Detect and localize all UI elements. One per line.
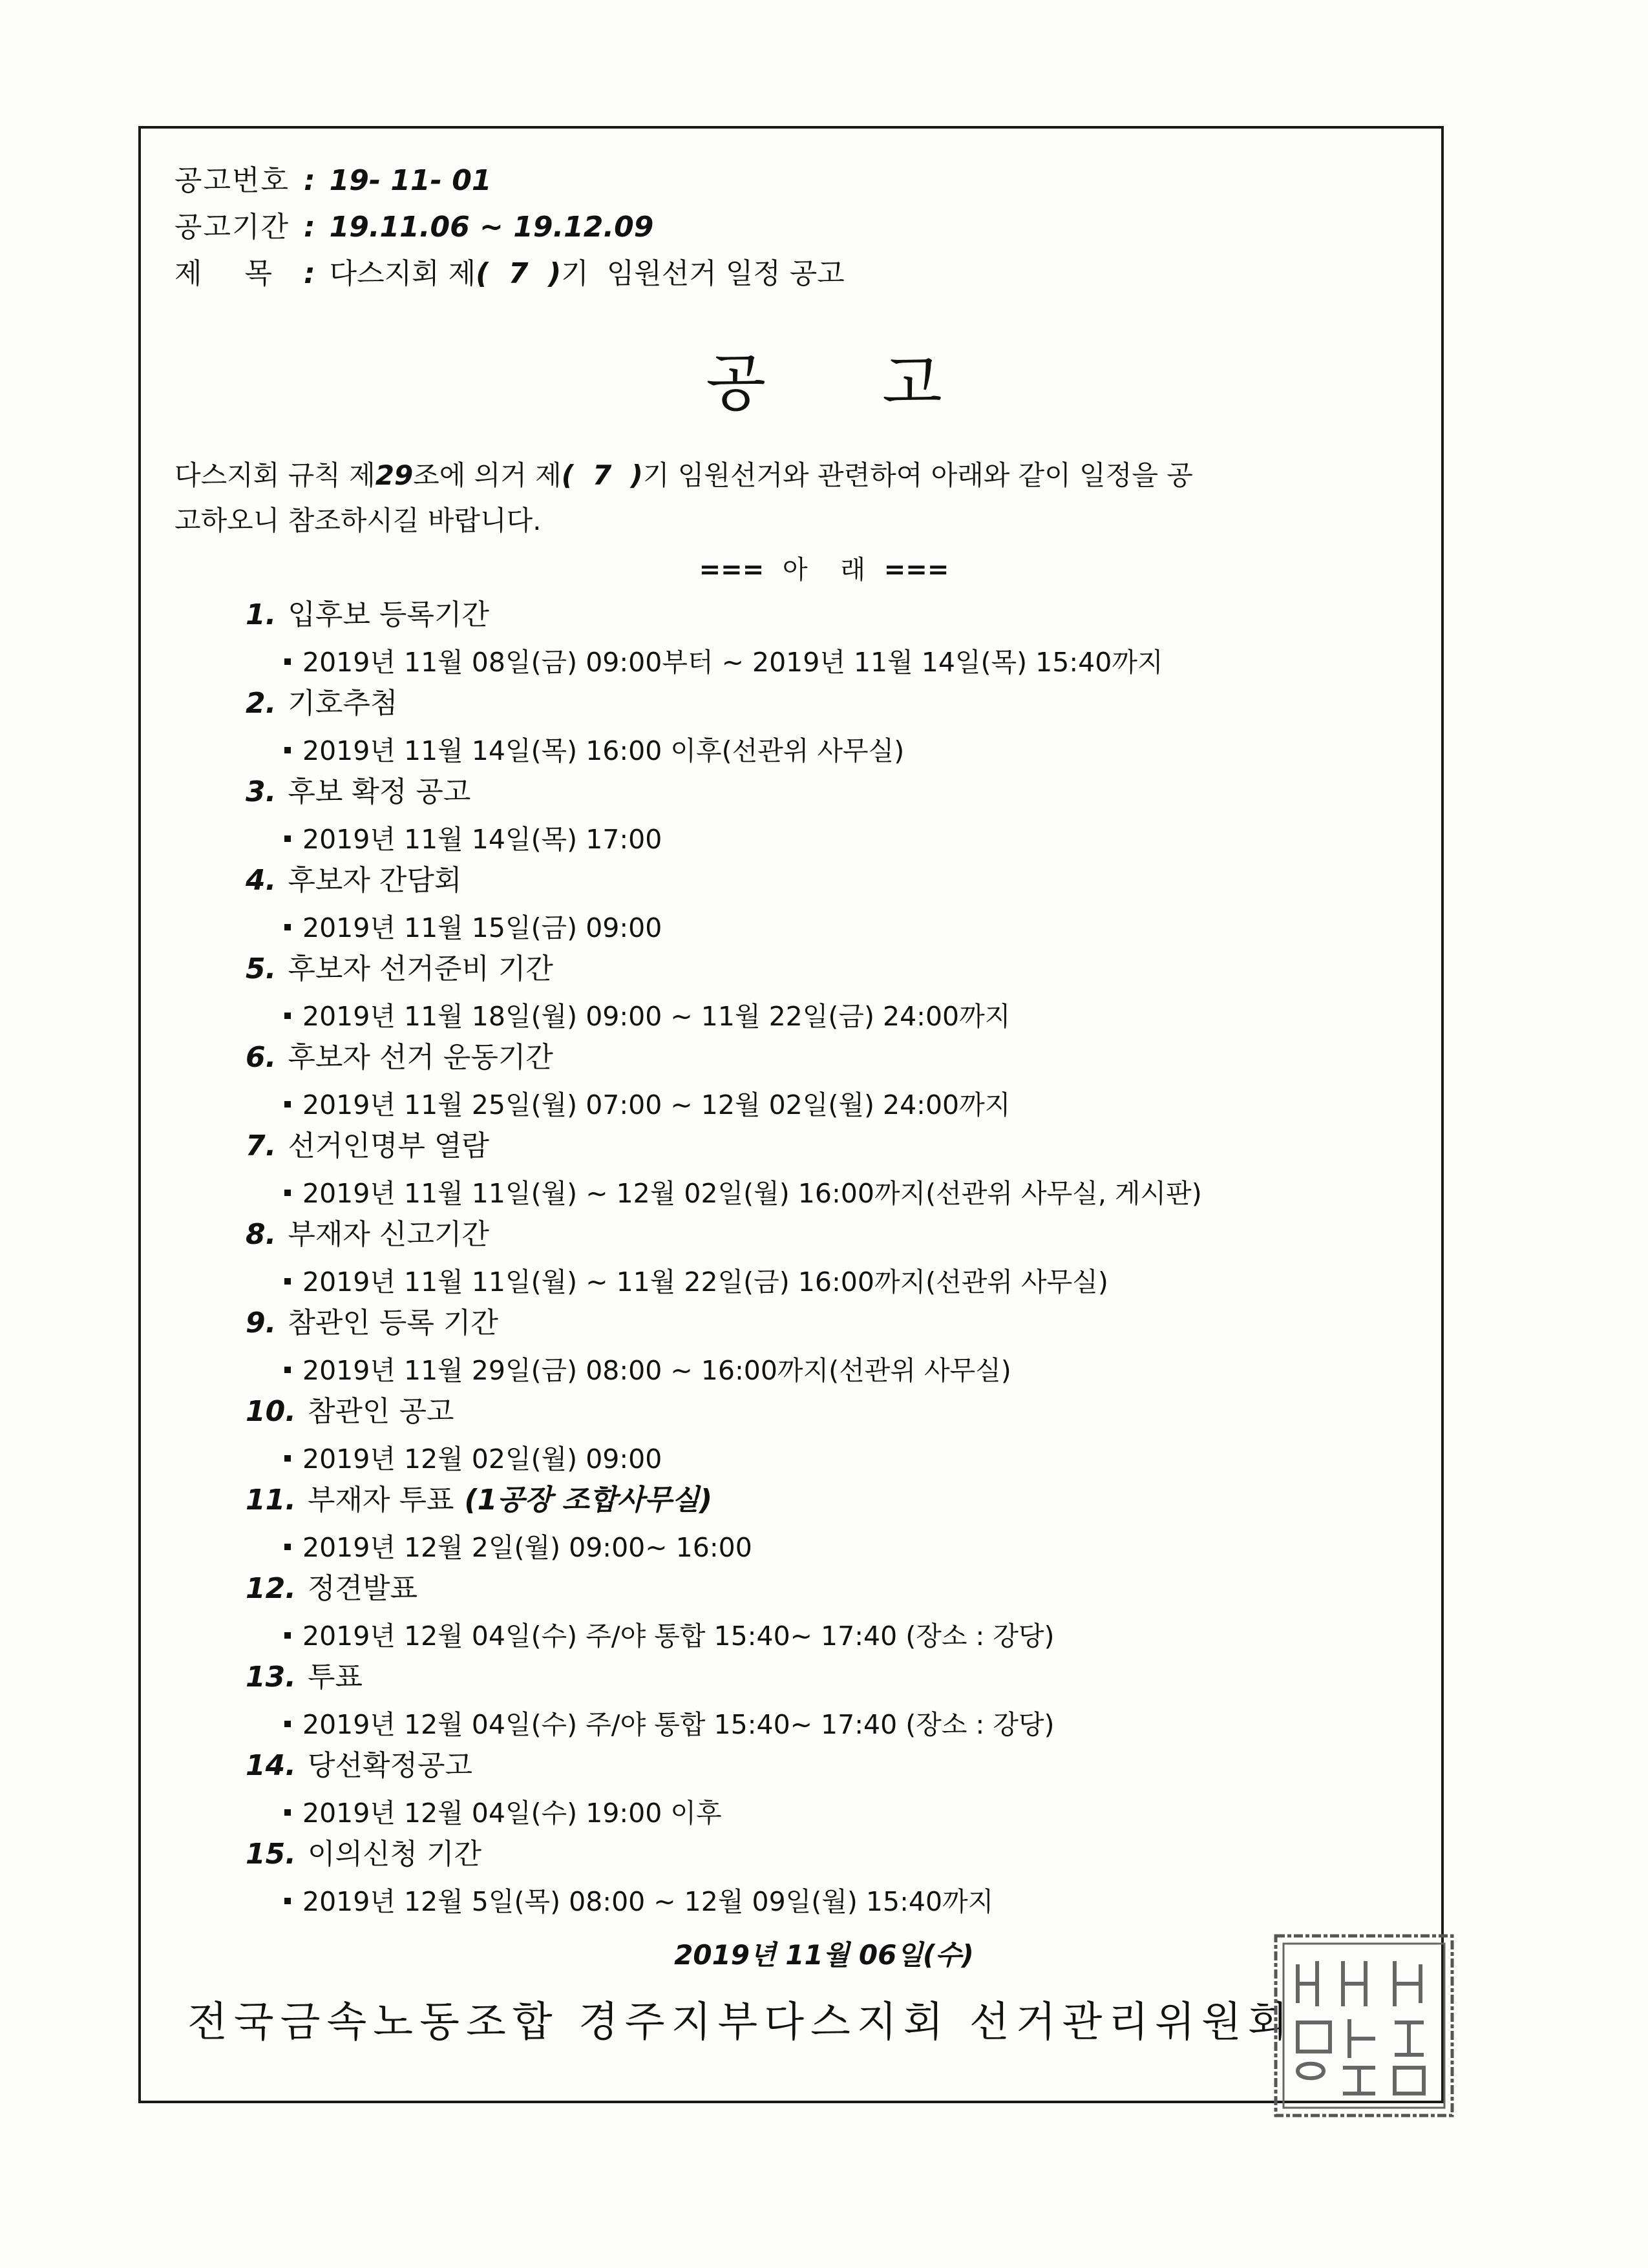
schedule-item-detail	[284, 1003, 1010, 1030]
notice-period-label: 공고기간	[174, 211, 290, 244]
schedule-item-title: 후보자 선거 운동기간	[288, 1041, 553, 1074]
notice-number-value: 19- 11- 01	[329, 164, 492, 197]
bullet-icon	[284, 1101, 291, 1108]
schedule-item-heading	[246, 1309, 498, 1338]
bullet-icon	[284, 747, 291, 753]
schedule-item-title: 정견발표	[307, 1572, 417, 1605]
schedule-item-datetime: 2019년 12월 02일(월) 09:00	[302, 1444, 662, 1475]
schedule-item-datetime: 2019년 11월 18일(월) 09:00 ~ 11월 22일(금) 24:00까지	[302, 1001, 1011, 1032]
bullet-icon	[284, 1190, 291, 1196]
schedule-item-datetime: 2019년 11월 29일(금) 08:00 ~ 16:00까지(선관위 사무실)	[302, 1355, 1011, 1386]
issue-date: 2019년 11월 06일(수)	[674, 1939, 974, 1971]
official-seal	[1272, 1932, 1456, 2119]
schedule-item-heading	[246, 598, 489, 631]
schedule-item-heading	[246, 1486, 712, 1515]
bullet-icon	[284, 1367, 291, 1373]
schedule-item-detail	[284, 1532, 752, 1563]
schedule-item-title: 부재자 신고기간	[288, 1218, 489, 1251]
schedule-item-datetime: 2019년 12월 04일(수) 주/야 통합 15:40~ 17:40 (장소 : 강당)	[302, 1709, 1055, 1740]
schedule-item-detail	[284, 1355, 1011, 1386]
subject-line	[174, 257, 845, 290]
subject-term: ( 7 )	[476, 257, 562, 290]
schedule-item-datetime: 2019년 12월 2일(월) 09:00~ 16:00	[302, 1532, 752, 1563]
intro-text-b: 조에 의거 제	[413, 459, 562, 491]
schedule-item-datetime: 2019년 12월 5일(목) 08:00 ~ 12월 09일(월) 15:40까지	[302, 1886, 994, 1917]
page-title: 공고	[706, 347, 1059, 419]
schedule-item-number: 1.	[246, 598, 277, 631]
intro-term: ( 7 )	[561, 459, 643, 491]
notice-period-line	[174, 213, 653, 242]
schedule-item-title: 참관인 공고	[307, 1395, 454, 1428]
schedule-item-heading	[246, 1218, 489, 1251]
schedule-item-title: 후보자 간담회	[288, 864, 462, 897]
schedule-item-number: 14.	[246, 1749, 296, 1782]
schedule-item-heading	[246, 1395, 454, 1428]
bullet-icon	[284, 658, 291, 665]
schedule-item-heading	[246, 775, 471, 808]
bullet-icon	[284, 835, 291, 842]
bullet-icon	[284, 924, 291, 930]
schedule-item-number: 2.	[246, 687, 277, 720]
schedule-item-detail	[284, 912, 662, 943]
bullet-icon	[284, 1898, 291, 1904]
subject-suffix: 기 임원선거 일정 공고	[561, 257, 845, 290]
intro-line-2	[174, 507, 1422, 534]
schedule-item-heading	[246, 1041, 553, 1074]
schedule-item-heading	[246, 866, 461, 895]
schedule-item-heading	[246, 1840, 481, 1869]
schedule-item-heading	[246, 1129, 489, 1162]
intro-text-line2: 고하오니 참조하시길 바랍니다.	[174, 505, 542, 536]
schedule-item-datetime: 2019년 11월 08일(금) 09:00부터 ~ 2019년 11월 14일(목) 15:40까지	[302, 647, 1163, 678]
schedule-item-number: 12.	[246, 1572, 296, 1605]
intro-text-c: 기 임원선거와 관련하여 아래와 같이 일정을 공	[642, 459, 1193, 491]
schedule-item-number: 5.	[246, 952, 277, 985]
schedule-item-title: 부재자 투표	[307, 1484, 454, 1517]
below-right-marker: ===	[883, 555, 949, 585]
schedule-item-detail	[284, 826, 662, 853]
schedule-item-heading	[246, 1572, 417, 1605]
schedule-item-datetime: 2019년 12월 04일(수) 19:00 이후	[302, 1798, 722, 1829]
colon: :	[304, 164, 315, 197]
schedule-item-title: 당선확정공고	[307, 1749, 472, 1782]
schedule-item-number: 4.	[246, 864, 277, 897]
schedule-item-detail	[284, 1800, 722, 1827]
schedule-item-detail	[284, 1178, 1202, 1209]
bullet-icon	[284, 1809, 291, 1816]
schedule-item-number: 6.	[246, 1041, 277, 1074]
schedule-item-detail	[284, 649, 1163, 676]
schedule-item-heading	[246, 689, 397, 718]
schedule-item-detail	[284, 735, 905, 766]
notice-number-line	[174, 164, 492, 197]
schedule-item-number: 13.	[246, 1661, 296, 1694]
bullet-icon	[284, 1013, 291, 1019]
schedule-item-heading	[246, 952, 553, 985]
schedule-item-title: 입후보 등록기간	[288, 598, 489, 631]
schedule-item-detail	[284, 1266, 1108, 1297]
bullet-icon	[284, 1632, 291, 1639]
below-text: 아 래	[782, 555, 866, 585]
schedule-item-number: 8.	[246, 1218, 277, 1251]
schedule-item-number: 15.	[246, 1838, 296, 1871]
schedule-item-title: 후보 확정 공고	[288, 775, 471, 808]
organization-name: 전국금속노동조합 경주지부다스지회 선거관리위원회	[187, 1999, 1294, 2046]
schedule-item-title: 투표	[307, 1661, 363, 1694]
bullet-icon	[284, 1278, 291, 1285]
notice-period-value: 19.11.06 ~ 19.12.09	[329, 211, 654, 244]
schedule-item-title: 후보자 선거준비 기간	[288, 952, 553, 985]
bullet-icon	[284, 1721, 291, 1727]
schedule-item-datetime: 2019년 11월 15일(금) 09:00	[302, 912, 662, 943]
schedule-item-title: 선거인명부 열람	[288, 1129, 489, 1162]
colon: :	[304, 257, 315, 290]
schedule-item-number: 3.	[246, 775, 277, 808]
schedule-item-datetime: 2019년 11월 14일(목) 17:00	[302, 824, 662, 855]
notice-number-label: 공고번호	[174, 164, 290, 197]
schedule-item-number: 7.	[246, 1129, 277, 1162]
schedule-item-datetime: 2019년 11월 25일(월) 07:00 ~ 12월 02일(월) 24:00까지	[302, 1089, 1011, 1120]
schedule-item-datetime: 2019년 11월 11일(월) ~ 11월 22일(금) 16:00까지(선관위 사무실)	[302, 1266, 1108, 1297]
intro-text-a: 다스지회 규칙 제	[174, 459, 375, 491]
schedule-item-datetime: 2019년 11월 11일(월) ~ 12월 02일(월) 16:00까지(선관위 사무실, 게시판)	[302, 1178, 1202, 1209]
intro-rule-number: 29	[375, 459, 414, 491]
below-left-marker: ===	[699, 555, 765, 585]
schedule-item-number: 10.	[246, 1395, 296, 1428]
subject-prefix: 다스지회 제	[329, 257, 476, 290]
schedule-item-title: 이의신청 기간	[307, 1838, 481, 1871]
intro-line-1	[174, 459, 1422, 491]
schedule-item-datetime: 2019년 11월 14일(목) 16:00 이후(선관위 사무실)	[302, 735, 905, 766]
schedule-item-detail	[284, 1089, 1011, 1120]
schedule-item-title: 참관인 등록 기간	[288, 1307, 498, 1339]
schedule-item-number: 9.	[246, 1307, 277, 1339]
schedule-item-location: (1공장 조합사무실)	[464, 1484, 713, 1517]
schedule-item-detail	[284, 1886, 994, 1917]
subject-label: 제 목	[174, 257, 273, 290]
schedule-item-detail	[284, 1623, 1055, 1650]
schedule-item-heading	[246, 1749, 472, 1782]
schedule-item-number: 11.	[246, 1484, 296, 1517]
colon: :	[304, 211, 315, 244]
schedule-item-detail	[284, 1446, 662, 1473]
below-heading	[0, 557, 1648, 583]
bullet-icon	[284, 1455, 291, 1462]
schedule-item-title: 기호추첨	[288, 687, 398, 720]
schedule-item-heading	[246, 1663, 363, 1692]
schedule-item-datetime: 2019년 12월 04일(수) 주/야 통합 15:40~ 17:40 (장소 : 강당)	[302, 1621, 1055, 1652]
bullet-icon	[284, 1544, 291, 1550]
schedule-item-detail	[284, 1709, 1055, 1740]
